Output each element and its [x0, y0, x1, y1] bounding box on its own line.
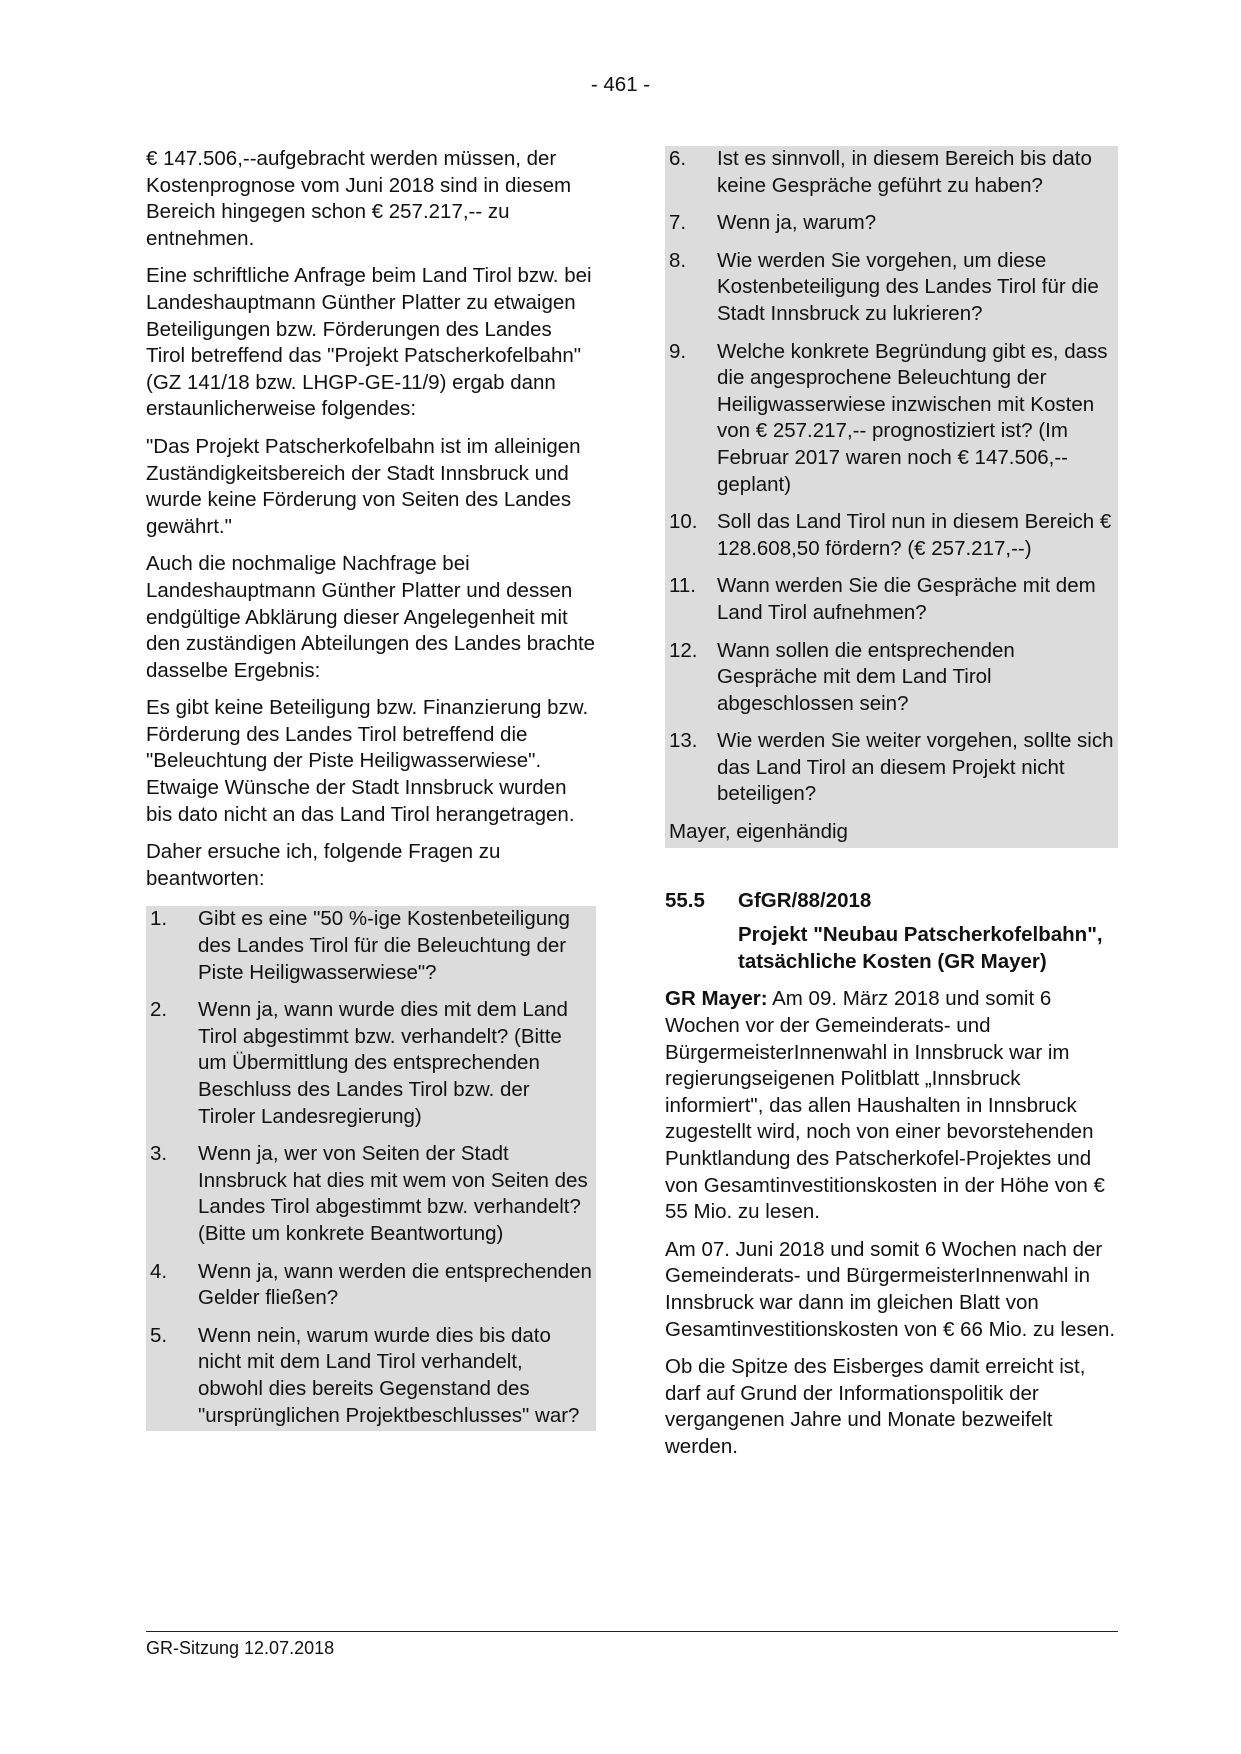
question-number: 7.	[669, 211, 687, 235]
question-text: Wenn ja, warum?	[717, 211, 877, 235]
question-number: 2.	[150, 998, 168, 1022]
question-text: Wenn nein, warum wurde dies bis dato nicht mit dem Land Tirol verhandelt, obwohl dies bereits Gegenstand des "ursprünglichen Projektbeschlusses" war?	[198, 1323, 580, 1427]
paragraph: Am 07. Juni 2018 und somit 6 Wochen nach der Gemeinderats- und BürgermeisterInnenwahl in Innsbruck war dann im gleichen Blatt von Gesamtinvestitionskosten von € 66 Mio. zu lesen.	[665, 1237, 1116, 1341]
question-item	[150, 1259, 592, 1312]
question-text: Wie werden Sie vorgehen, um diese Kostenbeteiligung des Landes Tirol für die Stadt Innsbruck zu lukrieren?	[717, 248, 1099, 325]
section-number: 55.5	[665, 888, 705, 912]
page-number: - 461 -	[590, 73, 651, 96]
question-item	[669, 210, 1114, 237]
question-number: 4.	[150, 1259, 168, 1283]
paragraph: Daher ersuche ich, folgende Fragen zu beantworten:	[146, 840, 501, 890]
paragraph-text: Am 09. März 2018 und somit 6 Wochen vor der Gemeinderats- und BürgermeisterInnenwahl in Innsbruck war im regierungseigenen Politblatt „Innsbruck informiert", das allen Haushalten in Innsbruck zugestellt wird, noch von einer bevorstehenden Punktlandung des Patscherkofel-Projektes und von Gesamtinvestitionskosten in der Höhe von € 55 Mio. zu lesen.	[665, 987, 1105, 1224]
question-text: Soll das Land Tirol nun in diesem Bereich € 128.608,50 fördern? (€ 257.217,--)	[717, 510, 1112, 560]
question-block-right	[665, 146, 1118, 848]
question-item	[150, 1141, 592, 1247]
question-number: 8.	[669, 248, 687, 272]
paragraph: Auch die nochmalige Nachfrage bei Landeshauptmann Günther Platter und dessen endgültige Abklärung dieser Angelegenheit mit den zuständigen Abteilungen des Landes brachte dasselbe Ergebnis:	[146, 552, 596, 682]
question-text: Ist es sinnvoll, in diesem Bereich bis dato keine Gespräche geführt zu haben?	[717, 147, 1092, 197]
question-number: 9.	[669, 339, 687, 363]
question-item	[669, 573, 1114, 626]
question-item	[669, 146, 1114, 199]
section-title: Projekt "Neubau Patscherkofelbahn", tatsächliche Kosten (GR Mayer)	[738, 923, 1103, 973]
question-number: 12.	[669, 638, 698, 662]
left-column	[146, 146, 596, 1431]
question-text: Wann werden Sie die Gespräche mit dem Land Tirol aufnehmen?	[717, 574, 1096, 624]
paragraph: Eine schriftliche Anfrage beim Land Tirol bzw. bei Landeshauptmann Günther Platter zu etwaigen Beteiligungen bzw. Förderungen des Landes Tirol betreffend das "Projekt Patscherkofelbahn" (GZ 141/18 bzw. LHGP-GE-11/9) ergab dann erstaunlicherweise folgendes:	[146, 264, 592, 421]
question-item	[150, 906, 592, 986]
question-item	[150, 1323, 592, 1431]
question-text: Welche konkrete Begründung gibt es, dass die angesprochene Beleuchtung der Heiligwasserwiese inzwischen mit Kosten von € 257.217,-- prognostiziert ist? (Im Februar 2017 waren noch € 147.506,-- geplant)	[717, 339, 1108, 496]
signature: Mayer, eigenhändig	[669, 820, 848, 844]
paragraph: Es gibt keine Beteiligung bzw. Finanzierung bzw. Förderung des Landes Tirol betreffend die "Beleuchtung der Piste Heiligwasserwiese". Etwaige Wünsche der Stadt Innsbruck wurden bis dato nicht an das Land Tirol herangetragen.	[146, 696, 589, 826]
question-number: 10.	[669, 510, 698, 534]
question-item	[669, 248, 1114, 328]
footer-text: GR-Sitzung 12.07.2018	[146, 1638, 335, 1658]
question-number: 5.	[150, 1323, 168, 1347]
question-number: 6.	[669, 147, 687, 170]
section-code: GfGR/88/2018	[738, 888, 872, 912]
speaker-name: GR Mayer:	[665, 987, 768, 1011]
paragraph: Ob die Spitze des Eisberges damit erreicht ist, darf auf Grund der Informationspolitik der vergangenen Jahre und Monate bezweifelt werden.	[665, 1355, 1086, 1458]
question-text: Wann sollen die entsprechenden Gespräche mit dem Land Tirol abgeschlossen sein?	[717, 638, 1015, 715]
question-text: Wenn ja, wer von Seiten der Stadt Innsbruck hat dies mit wem von Seiten des Landes Tirol abgestimmt bzw. verhandelt? (Bitte um konkrete Beantwortung)	[198, 1142, 588, 1245]
question-text: Wenn ja, wann werden die entsprechenden Gelder fließen?	[198, 1259, 592, 1310]
question-item	[150, 997, 592, 1130]
paragraph	[665, 986, 1118, 1225]
question-item	[669, 638, 1114, 718]
question-item	[669, 509, 1114, 562]
paragraph: € 147.506,--aufgebracht werden müssen, der Kostenprognose vom Juni 2018 sind in diesem Bereich hingegen schon € 257.217,-- zu entnehmen.	[146, 147, 572, 250]
question-text: Wie werden Sie weiter vorgehen, sollte sich das Land Tirol an diesem Projekt nicht beteiligen?	[717, 729, 1114, 806]
question-number: 3.	[150, 1142, 168, 1166]
question-item	[669, 728, 1114, 808]
question-number: 1.	[150, 907, 168, 931]
right-column	[665, 146, 1118, 1472]
question-number: 13.	[669, 729, 698, 753]
question-number: 11.	[669, 574, 696, 598]
question-list-left	[146, 906, 596, 1431]
footer-divider	[146, 1631, 1118, 1632]
question-list-right	[665, 146, 1118, 808]
question-item	[669, 339, 1114, 499]
question-text: Gibt es eine "50 %-ige Kostenbeteiligung des Landes Tirol für die Beleuchtung der Piste Heiligwasserwiese"?	[198, 907, 570, 984]
question-text: Wenn ja, wann wurde dies mit dem Land Tirol abgestimmt bzw. verhandelt? (Bitte um Übermittlung des entsprechenden Beschluss des Landes Tirol bzw. der Tiroler Landesregierung)	[198, 998, 568, 1128]
section-heading	[665, 888, 1118, 976]
paragraph: "Das Projekt Patscherkofelbahn ist im alleinigen Zuständigkeitsbereich der Stadt Innsbruck und wurde keine Förderung von Seiten des Landes gewährt."	[146, 434, 581, 538]
